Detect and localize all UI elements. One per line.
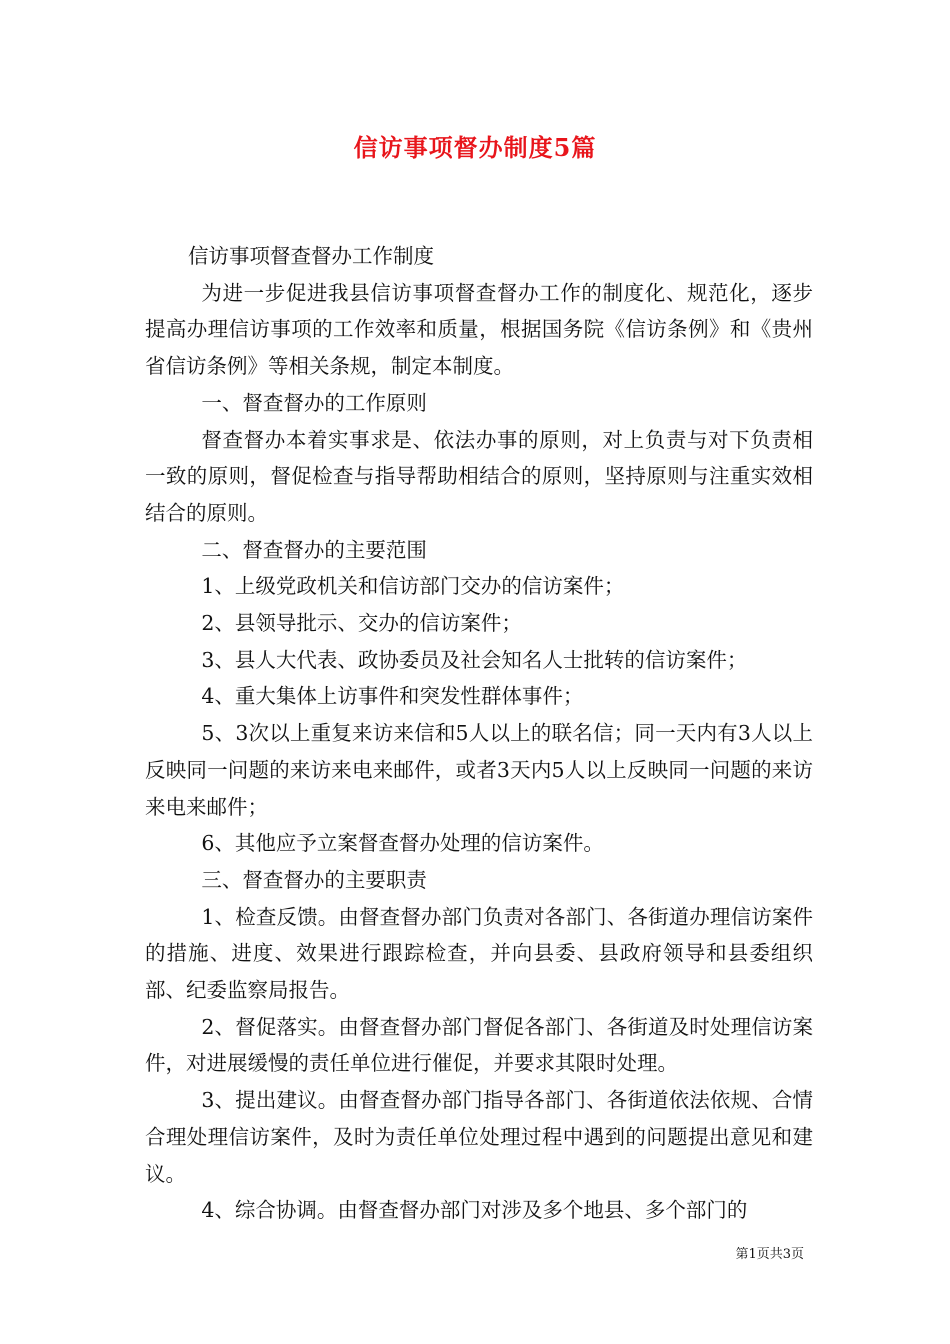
section-heading-principles: 一、督查督办的工作原则: [201, 390, 427, 415]
section-heading-duties: 三、督查督办的主要职责: [201, 867, 427, 892]
section-heading-scope: 二、督查督办的主要范围: [201, 537, 427, 562]
list-item: 4、综合协调。由督查督办部门对涉及多个地县、多个部门的: [201, 1198, 748, 1223]
list-item: 5、3次以上重复来访来信和5人以上的联名信；同一天内有3人以上反映同一问题的来访来电来邮件，或者3天内5人以上反映同一问题的来访来电来邮件；: [145, 721, 813, 819]
page-number: 第1页共3页: [735, 1247, 804, 1262]
list-item: 3、县人大代表、政协委员及社会知名人士批转的信访案件；: [201, 647, 748, 672]
document-body: [145, 238, 813, 1229]
list-item: 3、提出建议。由督查督办部门指导各部门、各街道依法依规、合情合理处理信访案件，及时为责任单位处理过程中遇到的问题提出意见和建议。: [145, 1088, 813, 1186]
list-item: 2、督促落实。由督查督办部门督促各部门、各街道及时处理信访案件，对进展缓慢的责任单位进行催促，并要求其限时处理。: [145, 1014, 813, 1076]
list-item: 6、其他应予立案督查督办处理的信访案件。: [201, 831, 604, 856]
list-item: 1、上级党政机关和信访部门交办的信访案件；: [201, 574, 625, 599]
section-subtitle: 信访事项督查督办工作制度: [188, 244, 435, 268]
paragraph-intro: 为进一步促进我县信访事项督查督办工作的制度化、规范化，逐步提高办理信访事项的工作效率和质量，根据国务院《信访条例》和《贵州省信访条例》等相关条规，制定本制度。: [145, 280, 813, 379]
paragraph-principles: 督查督办本着实事求是、依法办事的原则，对上负责与对下负责相一致的原则，督促检查与指导帮助相结合的原则，坚持原则与注重实效相结合的原则。: [145, 427, 813, 525]
list-item: 2、县领导批示、交办的信访案件；: [201, 611, 522, 636]
list-item: 1、检查反馈。由督查督办部门负责对各部门、各街道办理信访案件的措施、进度、效果进行跟踪检查，并向县委、县政府领导和县委组织部、纪委监察局报告。: [145, 904, 813, 1003]
document-title: 信访事项督办制度5篇: [353, 133, 597, 162]
list-item: 4、重大集体上访事件和突发性群体事件；: [201, 684, 584, 709]
